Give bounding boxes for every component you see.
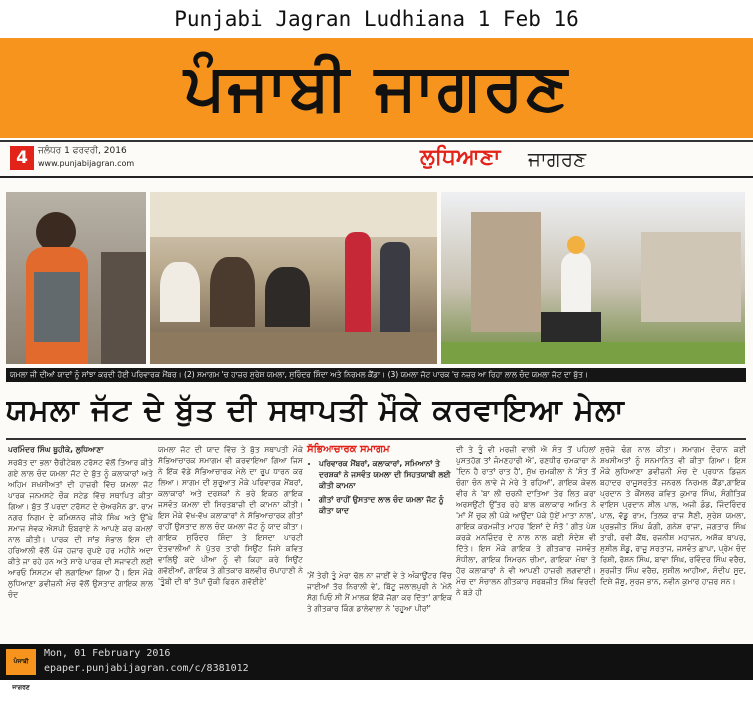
column-1-text: ਸਰਬੱਤ ਦਾ ਭਲਾ ਚੈਰੀਟੇਬਲ ਟਰੱਸਟ ਵੱਲੋਂ ਤਿਆਰ ਕੀਤੇ ਗਏ ਲਾਲ ਚੰਦ ਯਮਲਾ ਜੱਟ ਦੇ ਬੁੱਤ ਨੂੰ ਕਲਾਕਾਰਾਂ ਅਤੇ ਅਹਿਮ ਸ਼ਖਸੀਅਤਾਂ ਦੀ ਹਾਜ਼ਰੀ ਵਿੱਚ ਯਮਲਾ ਜੱਟ ਪਾਰਕ ਜਨਮਸਟੇ ਚੌਕ ਸਟੇਡ ਵਿੱਚ ਸਥਾਪਿਤ ਕੀਤਾ ਗਿਆ। ਬੁੱਤ ਤੋਂ ਪਰਦਾ ਟਰੱਸਟ ਦੇ ਚੇਅਰਮੈਨ ਡਾ. ਰਾਮ ਨਗਰ ਨਿਗਮ ਦੇ ਕਮਿਸ਼ਨਰ ਜੀਕੇ ਸਿੰਘ ਅਤੇ ਉੱਘੇ ਸਮਾਜ ਸੇਵਕ ਐਸਪੀ ਓਬਰਾਏ ਨੇ ਆਪਣੇ ਕਰ ਕਮਲਾਂ ਨਾਲ ਕੀਤੀ। ਪਾਰਕ ਦੀ ਸਾਂਭ ਸੰਭਾਲ ਇਸ ਦੀ ਹਰਿਆਲੀ ਵੱਲੋਂ ਪੰਜ ਹਜ਼ਾਰ ਰੁਪਏ ਹਰ ਮਹੀਨੇ ਅਦਾ ਕੀਤੇ ਜਾ ਰਹੇ ਹਨ ਅਤੇ ਸਾਰੇ ਪਾਰਕ ਦੀ ਸਜਾਵਟੀ ਲਈ ਆਰਓ ਸਿਸਟਮ ਵੀ ਲਗਾਇਆ ਗਿਆ ਹੈ। ਇਸ ਮੌਕੇ ਲੁਧਿਆਣਾ ਡਵੀਜ਼ਨੀ ਮੰਚ ਵੱਲੋਂ ਉਸਤਾਦ ਗਾਇਕ ਲਾਲ ਚੰਦ xyxy=(8,458,153,599)
article-column-1 xyxy=(8,444,153,644)
image-caption: Punjabi Jagran Ludhiana 1 Feb 16 xyxy=(174,7,579,31)
article-column-2: ਯਮਲਾ ਜੱਟ ਦੀ ਯਾਦ ਵਿੱਚ ਤੇ ਬੁੱਤ ਸਥਾਪਤੀ ਮੌਕੇ ਸੱਭਿਆਚਾਰਕ ਸਮਾਗਮ ਵੀ ਕਰਵਾਇਆ ਗਿਆ ਜਿਸ ਨੇ ਇੱਕ ਵੱਡੇ ਸੱਭਿਆਚਾਰਕ ਮੇਲੇ ਦਾ ਰੂਪ ਧਾਰਨ ਕਰ ਲਿਆ। ਸਾਗਮ ਦੀ ਸ਼ੁਰੂਆਤ ਮੌਕੇ ਪਰਿਵਾਰਕ ਮੈਂਬਰਾਂ, ਕਲਾਕਾਰਾਂ ਅਤੇ ਦਰਸ਼ਕਾਂ ਨੇ ਭਰੇ ਇਕਠ ਗਾਇਕ ਜਸਵੰਤ ਯਮਲਾ ਦੀ ਸਿਰਤਬਾਜ਼ੀ ਦੀ ਕਾਮਨਾ ਕੀਤੀ। ਇਸ ਮੌਕੇ ਵੱਖ-ਵੱਖ ਕਲਾਕਾਰਾਂ ਨੇ ਸੱਭਿਆਚਾਰਕ ਗੀਤਾਂ ਰਾਹੀਂ ਉਸਤਾਦ ਲਾਲ ਚੰਦ ਯਮਲਾ ਜੱਟ ਨੂੰ ਯਾਦ ਕੀਤਾ। ਗਾਇਕ ਸੁਰਿੰਦਰ ਸ਼ਿੰਦਾ ਤੇ ਇਸਦਾ ਪਾਰਟੀ ਦੇਤਵਾਲੀਆਂ ਨੇ ਪੁੱਤਰ ਤਾਰੀ ਸਿਉਂਟ ਜਿਸੇ ਕਵਿਤ ਵਾਲਿਉ ਕਦੇ ਪੀਆ ਨੂੰ ਵੀ ਕਿਹਾ ਕਰੇ ਸਿਉਂਟ ਗਵੱਈਆਂ, ਗਾਇਕ ਤੇ ਗੀਤਕਾਰ ਬਲਵੀਰ ਚੋਪਾਹਾਣੀ ਨੇ 'ਤੂੰਬੀ ਦੀ ਥਾਂ ਤੋਪਾਂ ਚੁੱਕੀ ਫਿਰਨ ਗਵੱਈਏ' xyxy=(158,445,303,586)
newspaper-page xyxy=(0,140,753,691)
byline: ਪਰਮਿੰਦਰ ਸਿੰਘ ਥੂਹੀਕੇ, ਲੁਧਿਆਣਾ xyxy=(8,445,104,454)
edition-date: ਜਲੰਧਰ 1 ਫਰਵਰੀ, 2016 xyxy=(38,146,127,156)
section-title-black: ਜਾਗਰਣ xyxy=(528,147,587,171)
photo-singer xyxy=(6,192,146,364)
article-column-5: ਸੁਚੱਜੇ ਢੰਗ ਨਾਲ ਕੀਤਾ। ਸਮਾਗਮ ਦੌਰਾਨ ਕਈ ਸ਼ਖਸੀਅਤਾਂ ਨੂੰ ਸਨਮਾਨਿਤ ਵੀ ਕੀਤਾ ਗਿਆ। ਇਸ ਮੌਕੇ ਲੁਧਿਆਣਾ ਡਵੀਜ਼ਨੀ ਮੰਚ ਦੇ ਪ੍ਰਧਾਨ ਡਿਜ਼ਨ ਬਹਾਦਰ ਰਾਜੂਸਰਤੰਤ ਜਨਰਲ ਨਿਰਮਲ ਕੈਂਡਾ,ਗਾਇਕ ਪ੍ਰਦਾਨ ਤੇ ਕੌਂਸਲਰ ਕਵਿਤ ਕੁਮਾਰ ਸਿੰਘ, ਸੰਗੀਤਿਕ ਵਾਇਸ ਪ੍ਰਦਾਨ ਸ਼ੀਲ ਪਾਲ, ਅਜੀ ਡੰਡ, ਜਿੰਦਰਿੰਦਰ ਪਾਲ, ਵੱਡੂ ਰਾਮ, ਤਿਲਕ ਰਾਜ ਸੈਣੀ, ਸੁਰੇਸ਼ ਯਮਲਾ, ਪ੍ਰਭਜੀਤ ਸਿੰਘ ਕੰਗੀ, ਗਨੇਸ਼ ਰਾਜਾ, ਜਗਤਾਰ ਸਿੰਘ ਤਾਰੀ, ਰਵੀ ਕੈਂਥ, ਰਜਨੀਸ਼ ਮਹਾਜਨ, ਅਸ਼ੋਕ ਥਾਪਰ, ਸੁਸ਼ੀਲ ਸ਼ੌਡੂ, ਰਾਜੂ ਸਰਤਾਜ, ਜਸਵੰਤ ਛਾਪਾ, ਪ੍ਰੇਮ ਚੰਦ ਰਿਸ਼ੀ, ਰੋਸ਼ਨ ਸਿੰਘ, ਬਾਵਾ ਸਿੰਘ, ਰਵਿੰਦਰ ਸਿੰਘ ਵਰੈਚ, ਸੁਰਜੀਤ ਸਿੰਘ ਵਰੈਚ, ਸੁਸ਼ੀਲ ਆਹੀਆ, ਸੰਦੀਪ ਸੂਦ, ਦਿਸ਼ੇ ਜੋਸ਼ੂ, ਸੁਰਜ ਭਾਨ, ਨਵੀਨ ਕੁਮਾਰ ਹਾਜ਼ਰ ਸਨ। xyxy=(600,445,746,586)
photo-audience xyxy=(150,192,437,364)
masthead-title: ਪੰਜਾਬੀ ਜਾਗਰਣ xyxy=(184,51,569,125)
footer-logo: ਪੰਜਾਬੀ ਜਾਗਰਣ xyxy=(6,649,36,675)
masthead xyxy=(0,38,753,138)
article-column-4: ਦੀ ਤੇ ਤੂੰ ਵੀ ਮਰਜ਼ੀ ਵਾਲੀ ਐ ਸੰਤ ਤੋਂ ਪਹਿਲਾਂ ਪੁਸਤਹੋਗ ਤਾਂ ਜੰਮਣਹਾਰੀ ਐ', ਰਣਧੀਰ ਚਮਕਾਰਾ ਨੇ 'ਦਿਨ ਹੈ ਰਾਤਾਂ ਰਾਤ ਹੈ', ਸੁੱਖ ਚਮਕੀਲਾ ਨੇ 'ਸੰਤ ਤੋਂ ਚੰਗਾ ਚੰਨ ਲਾਵੇ ਜੇ ਮੇਰੇ ਤੇ ਰਹਿਆਂ', ਗਾਇਕ ਕੇਵਲ ਵੀਰ ਨੇ 'ਬਾ ਲੀ ਚਰਨੀ ਦਾਤਿਆ ਤੇਰ ਲਿਤ ਕਰਾ ਅਰਸਉਂਟੀ ਉੱਤਰ ਰਹੇ ਬਾਲ ਕਲਾਕਾਰ ਅਮਿਤ ਨੇ 'ਮਾਂ ਮੈਂ ਚੁਕ ਲੀ ਪੱਕੇ ਆਉਂਦਾ ਪੱਕੇ ਧੁੱਏਂ ਮਾਤਾ ਨਾਲ', ਗਾਇਕ ਕਰਮਜੀਤ ਮਾਹਰ 'ਇਸਾਂ ਦੇ ਸੰਤੋ ' ਗੀਤ ਪੇਸ਼ ਕਰਕੇ ਮਨਜ਼ਿੰਦਰ ਦੇ ਨਾਲ ਨਾਲ ਕਈ ਸੰਦੇਸ਼ ਵੀ ਦਿੱਤੇ। ਇਸ ਮੌਕੇ ਗਾਇਕ ਤੇ ਗੀਤਕਾਰ ਜਸਵੰਤ ਸੰਧੀਲਾ, ਗਾਇਕ ਸਿਮਰਨ ਚੀਮਾ, ਗਾਇਕਾ ਮੰਥਾ ਤੇ ਹੋਰ ਕਲਾਕਾਰਾਂ ਨੇ ਵੀ ਆਪਣੀ ਹਾਜ਼ਰੀ ਲਗਵਾਈ। ਮੰਚ ਦਾ ਸੰਚਾਲਨ ਗੀਤਕਾਰ ਸਰਬਜੀਤ ਸਿੰਘ ਵਿਰਦੀ ਨੇ ਬੜੇ ਹੀ xyxy=(456,445,596,597)
article-column-3: 'ਮੈਂ ਤੇਰੀ ਤੂੰ ਮੇਰਾ ਢੋਲ ਨਾ ਜਾਈਂ ਵੇ ਤੇ ਅੰਕਾਊਂਟਰ ਵਿੱਚ ਜਾਈਆਂ ਤੋਰ ਨਿਰਾਲੀ ਵੇ', ਬਿੱਟੂ ਜਲਾਲਪੁਰੀ ਨੇ 'ਮੇਨੋ ਸੋਗ ਪਿਓ ਸੀ ਮੈਂ ਮਾਲਕ ਇੱਕੋ ਜੋਗਾ ਕਰ ਦਿੱਤਾ' ਗਾਇਕ ਤੇ ਗੀਤਕਾਰ ਕਿੰਗ ਡਾਲੇਵਾਲਾ ਨੇ 'ਰਹੂਆ ਪੀਰਾਂ' xyxy=(307,571,452,613)
section-title-red: ਲੁਧਿਆਣਾ xyxy=(420,145,501,170)
highlight-box-title: ਸੱਭਿਆਚਾਰਕ ਸਮਾਗਮ xyxy=(307,444,390,455)
epaper-footer xyxy=(0,644,753,691)
highlight-box xyxy=(307,444,452,564)
highlight-item: • ਪਰਿਵਾਰਕ ਮੈਂਬਰਾਂ, ਕਲਾਕਾਰਾਂ, ਸਮਿਆਨਾਂ ਤੇ ਦਰਸ਼ਕਾਂ ਨੇ ਜਸਵੰਤ ਯਮਲਾ ਦੀ ਸਿਹਤਯਾਬੀ ਲਈ ਕੀਤੀ ਕਾਮਨਾ xyxy=(319,458,452,491)
highlight-item: • ਗੀਤਾਂ ਰਾਹੀਂ ਉਸਤਾਦ ਲਾਲ ਚੰਦ ਯਮਲਾ ਜੱਟ ਨੂੰ ਕੀਤਾ ਯਾਦ xyxy=(319,494,452,516)
folio-bar xyxy=(0,142,753,178)
page-number: 4 xyxy=(10,146,34,170)
site-url: www.punjabijagran.com xyxy=(38,159,135,168)
photo-caption: ਯਮਲਾ ਜੀ ਦੀਆਂ ਯਾਦਾਂ ਨੂੰ ਸਾਂਝਾ ਕਰਦੀ ਹੋਈ ਪਰਿਵਾਰਕ ਮੈਂਬਰ। (2) ਸਮਾਗਮ 'ਚ ਹਾਜ਼ਰ ਸੁਰੇਸ਼ ਯਮਲਾ, ਸੁਰਿੰਦਰ ਸ਼ਿੰਦਾ ਅਤੇ ਨਿਰਮਲ ਕੈਂਡਾ। (3) ਯਮਲਾ ਜੱਟ ਪਾਰਕ 'ਚ ਨਜ਼ਰ ਆ ਰਿਹਾ ਲਾਲ ਚੰਦ ਯਮਲਾ ਜੱਟ ਦਾ ਬੁੱਤ। xyxy=(6,368,746,382)
footer-url[interactable]: epaper.punjabijagran.com/c/8381012 xyxy=(44,663,249,674)
headline: ਯਮਲਾ ਜੱਟ ਦੇ ਬੁੱਤ ਦੀ ਸਥਾਪਤੀ ਮੌਕੇ ਕਰਵਾਇਆ ਮੇਲਾ xyxy=(6,393,625,428)
highlight-box-list xyxy=(307,458,452,516)
footer-date: Mon, 01 February 2016 xyxy=(44,648,171,659)
photo-statue xyxy=(441,192,745,364)
divider xyxy=(6,438,746,440)
